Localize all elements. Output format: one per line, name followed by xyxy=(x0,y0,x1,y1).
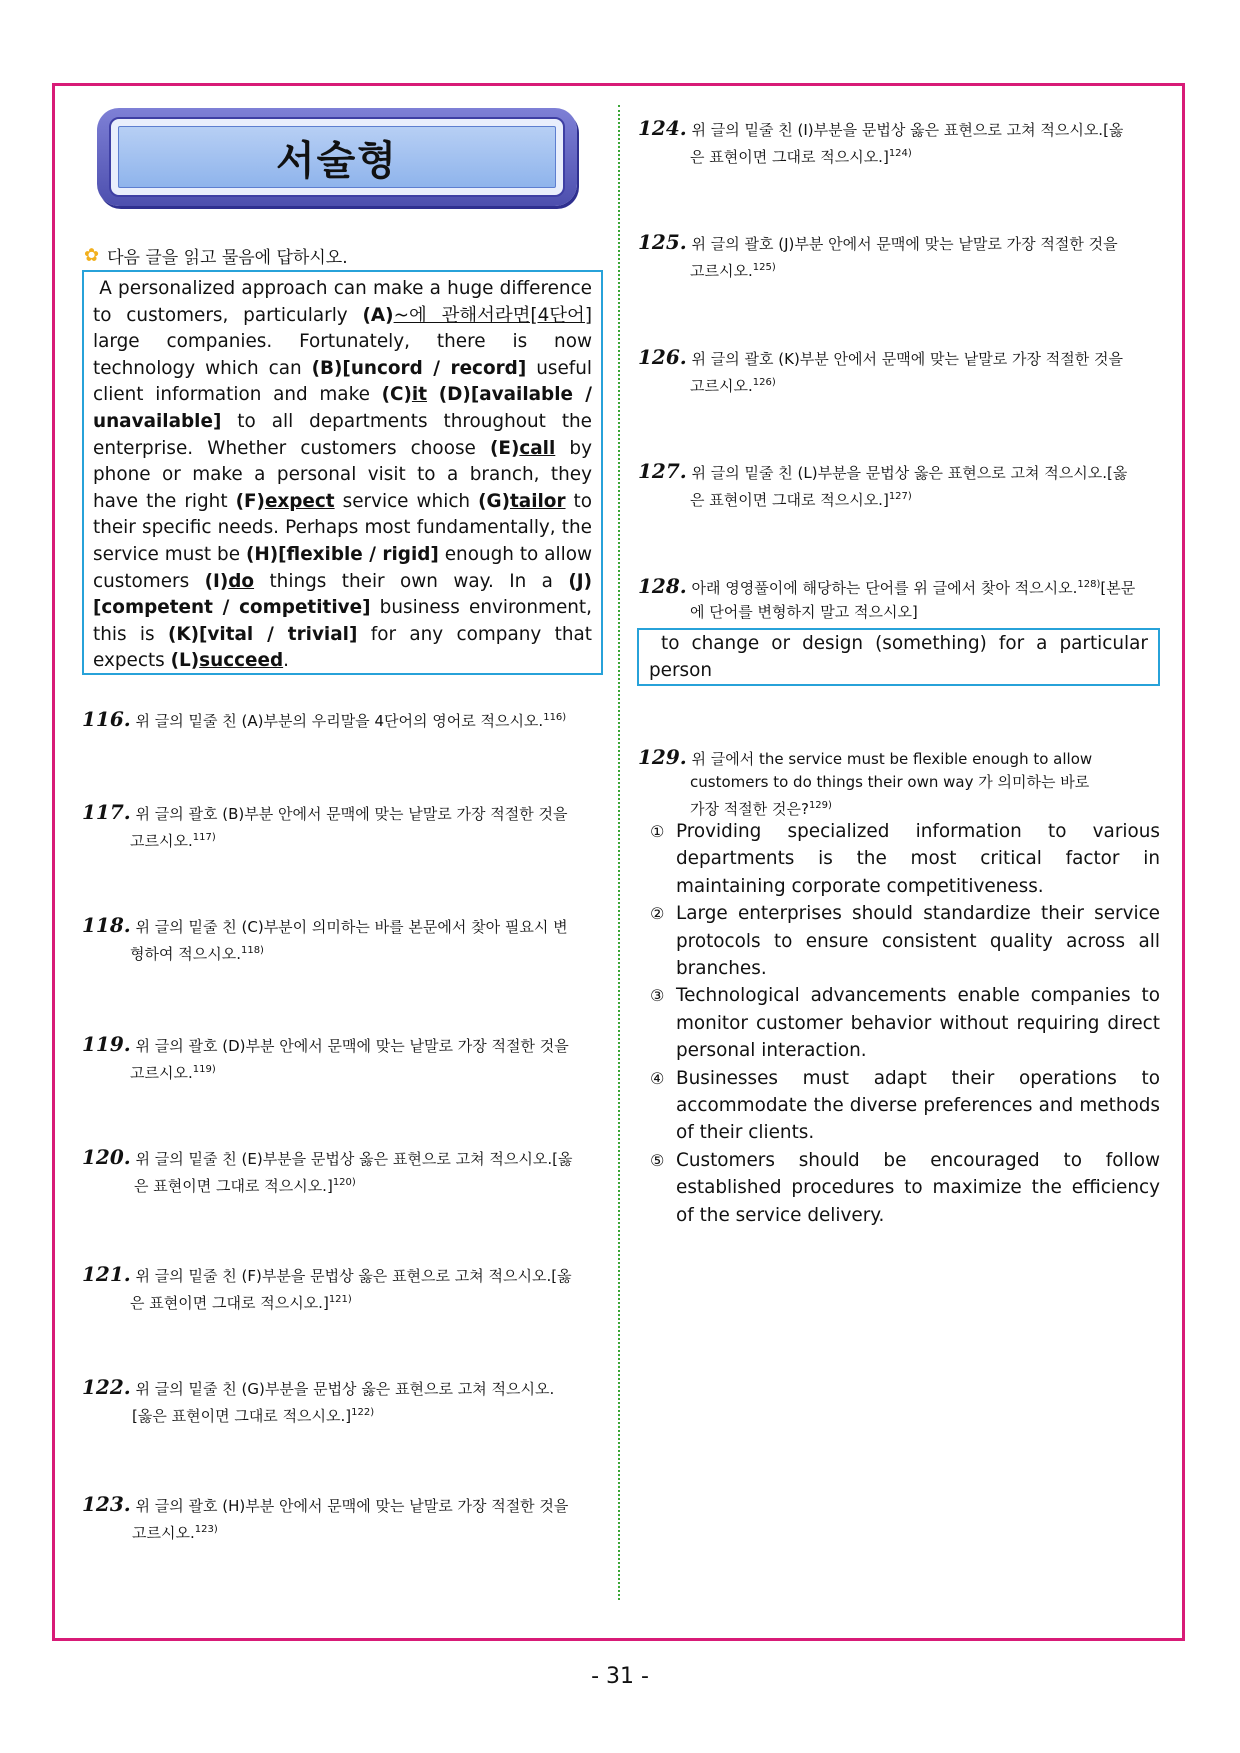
question-number: 126. xyxy=(638,345,687,369)
option-1 xyxy=(650,818,1160,900)
underlined-a: ~에 관해서라면[4단어] xyxy=(393,304,592,326)
question-128 xyxy=(638,573,1163,624)
passage-text: by phone or make a personal visit to a branch, they have the right xyxy=(93,437,592,512)
footnote-ref: 116) xyxy=(543,712,567,723)
option-4 xyxy=(650,1065,1160,1147)
question-text-cont: 고르시오. xyxy=(132,1524,195,1542)
underlined-c: it xyxy=(411,384,428,406)
footnote-ref: 127) xyxy=(888,491,912,502)
underlined-g: tailor xyxy=(510,490,566,512)
passage-text xyxy=(427,384,439,405)
question-116 xyxy=(82,706,602,733)
question-text-cont: 가장 적절한 것은? xyxy=(690,800,809,818)
option-2 xyxy=(650,900,1160,982)
footnote-ref: 123) xyxy=(194,1524,218,1535)
passage-text: . xyxy=(283,650,289,672)
question-text: 위 글의 밑줄 친 (C)부분이 의미하는 바를 본문에서 찾아 필요시 변 xyxy=(135,918,568,936)
question-number: 125. xyxy=(638,230,687,254)
option-3 xyxy=(650,982,1160,1064)
passage-text: for any company that expects xyxy=(93,623,592,672)
question-text: 위 글의 괄호 (B)부분 안에서 문맥에 맞는 낱말로 가장 적절한 것을 xyxy=(135,805,568,823)
blank-label-c: (C) xyxy=(381,384,412,406)
option-text: Customers should be encouraged to follow established procedures to maximize the efficiency of the service delivery. xyxy=(676,1149,1160,1226)
definition-text: to change or design (something) for a particular person xyxy=(649,633,1148,681)
footnote-ref: 119) xyxy=(192,1064,216,1075)
question-text: 위 글의 밑줄 친 (F)부분을 문법상 옳은 표현으로 고쳐 적으시오.[옳 xyxy=(135,1267,572,1285)
choice-b: (B)[uncord / record] xyxy=(311,357,527,379)
instruction-text: 다음 글을 읽고 물음에 답하시오. xyxy=(107,248,348,268)
answer-options xyxy=(650,818,1160,1229)
passage-text: business environment, this is xyxy=(93,597,592,645)
underlined-f: expect xyxy=(264,490,335,512)
question-126 xyxy=(638,345,1163,398)
option-text: Businesses must adapt their operations to accommodate the diverse preferences and methods of their clients. xyxy=(676,1067,1160,1144)
flower-icon: ✿ xyxy=(84,245,100,266)
blank-label-g: (G) xyxy=(478,490,510,512)
question-129 xyxy=(638,746,1163,821)
footnote-ref: 124) xyxy=(888,148,912,159)
question-number: 116. xyxy=(82,707,131,731)
section-title-banner xyxy=(97,108,577,206)
question-number: 120. xyxy=(82,1145,131,1169)
question-120 xyxy=(82,1145,607,1198)
question-text: 위 글의 밑줄 친 (I)부분을 문법상 옳은 표현으로 고쳐 적으시오.[옳 xyxy=(691,121,1124,139)
footnote-ref: 118) xyxy=(240,945,264,956)
option-text: Providing specialized information to various departments is the most critical factor in maintaining corporate competitiveness. xyxy=(676,821,1160,897)
question-number: 127. xyxy=(638,459,687,483)
question-125 xyxy=(638,230,1163,283)
question-number: 123. xyxy=(82,1492,131,1516)
footnote-ref: 125) xyxy=(752,262,776,273)
question-text: 위 글의 괄호 (D)부분 안에서 문맥에 맞는 낱말로 가장 적절한 것을 xyxy=(135,1037,569,1055)
question-121 xyxy=(82,1262,607,1315)
question-text-cont: 형하여 적으시오. xyxy=(130,945,241,963)
passage-text: to their specific needs. Perhaps most fundamentally, the service must be xyxy=(93,490,592,565)
option-marker: ⑤ xyxy=(650,1150,665,1170)
question-text-cont: 은 표현이면 그대로 적으시오.] xyxy=(690,491,889,509)
choice-d: (D)[available / unavailable] xyxy=(93,384,592,432)
footnote-ref: 122) xyxy=(351,1407,375,1418)
passage-text: service which xyxy=(334,490,479,512)
passage-text: things their own way. In a xyxy=(254,570,569,592)
question-number: 129. xyxy=(638,745,687,769)
option-text: Large enterprises should standardize their service protocols to ensure consistent quality across all branches. xyxy=(676,903,1160,980)
question-119 xyxy=(82,1032,607,1085)
option-marker: ④ xyxy=(650,1068,665,1088)
section-title: 서술형 xyxy=(276,137,398,184)
question-118 xyxy=(82,913,607,966)
question-text: 아래 영영풀이에 해당하는 단어를 위 글에서 찾아 적으시오. xyxy=(691,579,1078,597)
passage-text: A personalized approach can make a huge difference to customers, particularly xyxy=(93,278,592,326)
choice-j: (J)[competent / competitive] xyxy=(93,570,593,619)
question-123 xyxy=(82,1492,607,1545)
question-124 xyxy=(638,116,1163,169)
question-number: 122. xyxy=(82,1375,131,1399)
question-number: 128. xyxy=(638,574,687,598)
question-text-tail: [본문 xyxy=(1100,579,1136,597)
title-banner-inner xyxy=(118,126,556,188)
blank-label-e: (E) xyxy=(489,437,520,459)
question-text: 위 글의 괄호 (H)부분 안에서 문맥에 맞는 낱말로 가장 적절한 것을 xyxy=(135,1497,569,1515)
question-number: 118. xyxy=(82,913,131,937)
question-text: 위 글의 밑줄 친 (E)부분을 문법상 옳은 표현으로 고쳐 적으시오.[옳 xyxy=(135,1150,573,1168)
question-text-cont: 은 표현이면 그대로 적으시오.] xyxy=(134,1177,333,1195)
passage-text: large companies. Fortunately, there is now technology which can xyxy=(93,331,592,379)
question-number: 121. xyxy=(82,1262,131,1286)
question-122 xyxy=(82,1375,607,1428)
option-5 xyxy=(650,1147,1160,1229)
footnote-ref: 128) xyxy=(1077,579,1101,590)
question-text-cont: 은 표현이면 그대로 적으시오.] xyxy=(130,1294,329,1312)
footnote-ref: 120) xyxy=(332,1177,356,1188)
option-marker: ① xyxy=(650,822,665,841)
question-text-cont: 고르시오. xyxy=(130,832,193,850)
footnote-ref: 129) xyxy=(808,800,832,811)
question-text-cont: 고르시오. xyxy=(690,262,753,280)
question-text-cont: 에 단어를 변형하지 말고 적으시오] xyxy=(690,603,918,621)
passage-text: to all departments throughout the enterprise. Whether customers choose xyxy=(93,410,592,459)
column-divider xyxy=(618,105,620,1600)
reading-passage xyxy=(82,270,603,675)
passage-text: useful client information and make xyxy=(93,357,592,406)
underlined-i: do xyxy=(228,570,255,592)
option-marker: ③ xyxy=(650,986,665,1006)
footnote-ref: 121) xyxy=(328,1294,352,1305)
question-text-cont: customers to do things their own way 가 의미하는 바로 xyxy=(690,773,1090,791)
question-number: 124. xyxy=(638,116,687,140)
blank-label-f: (F) xyxy=(235,490,265,512)
option-text: Technological advancements enable companies to monitor customer behavior without requiring direct personal interaction. xyxy=(676,985,1160,1062)
choice-h: (H)[flexible / rigid] xyxy=(245,543,439,565)
question-127 xyxy=(638,459,1163,512)
question-text-cont: [옳은 표현이면 그대로 적으시오.] xyxy=(132,1407,352,1425)
question-text-cont: 고르시오. xyxy=(130,1064,193,1082)
blank-label-l: (L) xyxy=(170,650,200,672)
passage-text: enough to allow customers xyxy=(93,543,592,592)
choice-k: (K)[vital / trivial] xyxy=(167,623,358,645)
page-number: - 31 - xyxy=(591,1664,649,1689)
underlined-e: call xyxy=(519,437,556,459)
blank-label-i: (I) xyxy=(204,570,229,592)
blank-label-a: (A) xyxy=(362,304,394,326)
question-text-cont: 은 표현이면 그대로 적으시오.] xyxy=(690,148,889,166)
question-117 xyxy=(82,800,607,853)
option-marker: ② xyxy=(650,904,665,924)
question-text: 위 글의 밑줄 친 (A)부분의 우리말을 4단어의 영어로 적으시오. xyxy=(135,712,544,730)
title-banner-border xyxy=(109,117,565,197)
question-text: 위 글의 밑줄 친 (L)부분을 문법상 옳은 표현으로 고쳐 적으시오.[옳 xyxy=(691,464,1128,482)
footnote-ref: 117) xyxy=(192,832,216,843)
definition-box xyxy=(637,628,1160,686)
question-text: 위 글의 괄호 (J)부분 안에서 문맥에 맞는 낱말로 가장 적절한 것을 xyxy=(691,235,1118,253)
underlined-l: succeed xyxy=(199,650,284,672)
question-number: 117. xyxy=(82,800,131,824)
instruction xyxy=(84,243,348,268)
question-text: 위 글에서 the service must be flexible enough to allow xyxy=(691,750,1093,768)
question-text: 위 글의 밑줄 친 (G)부분을 문법상 옳은 표현으로 고쳐 적으시오. xyxy=(135,1380,555,1398)
question-text: 위 글의 괄호 (K)부분 안에서 문맥에 맞는 낱말로 가장 적절한 것을 xyxy=(691,350,1123,368)
question-number: 119. xyxy=(82,1032,131,1056)
question-text-cont: 고르시오. xyxy=(690,377,753,395)
footnote-ref: 126) xyxy=(752,377,776,388)
